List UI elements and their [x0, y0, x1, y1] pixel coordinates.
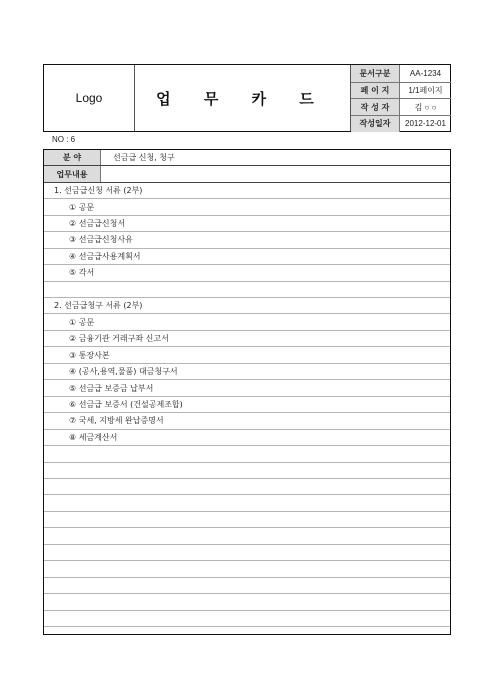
meta-key: 문서구분 [351, 65, 400, 82]
content-line [44, 446, 450, 462]
content-item: ⑥ 선금급 보증서 (건설공제조합) [69, 399, 183, 409]
content-line [44, 561, 450, 577]
content-line [44, 578, 450, 594]
document-title: 업 무 카 드 [156, 89, 328, 108]
meta-value: 2012-12-01 [405, 119, 446, 129]
content-line [44, 627, 450, 635]
content-item: ⑤ 각서 [69, 268, 95, 278]
meta-key: 작성일자 [351, 116, 400, 133]
content-line [44, 479, 450, 495]
content-line [44, 232, 450, 248]
document-meta-table [350, 65, 451, 131]
meta-row-page [351, 82, 451, 100]
content-item: ④ (공사,용역,물품) 대금청구서 [69, 367, 178, 377]
content-line [44, 397, 450, 413]
content-item: ⑦ 국세, 지방세 완납증명서 [69, 416, 164, 426]
content-line [44, 430, 450, 446]
content-line [44, 463, 450, 479]
content-line [44, 216, 450, 232]
content-line [44, 413, 450, 429]
content-item: ② 선금급신청서 [69, 219, 126, 229]
content-line [44, 364, 450, 380]
content-line [44, 528, 450, 544]
content-item: ② 금융기관 거래구좌 신고서 [69, 334, 169, 344]
meta-row-date [351, 115, 451, 133]
content-heading: 1. 선금급신청 서류 (2부) [54, 186, 143, 196]
card-header [43, 64, 451, 132]
field-label: 분 야 [44, 150, 101, 165]
content-line [44, 347, 450, 363]
field-value: 선금급 신청, 청구 [113, 153, 175, 163]
card-body [43, 149, 451, 635]
card-number: NO : 6 [52, 135, 76, 144]
content-line [44, 545, 450, 561]
content-line [44, 594, 450, 610]
content-item: ④ 선금급사용계획서 [69, 251, 141, 261]
meta-value: 1/1페이지 [408, 86, 443, 96]
content-heading: 2. 선금급청구 서류 (2부) [54, 301, 143, 311]
content-item: ⑤ 선금급 보증금 납부서 [69, 383, 154, 393]
content-line [44, 495, 450, 511]
content-line [44, 611, 450, 627]
content-line [44, 331, 450, 347]
content-line [44, 265, 450, 281]
content-line [44, 199, 450, 215]
content-line [44, 298, 450, 314]
content-item: ③ 통장사본 [69, 350, 110, 360]
content-line [44, 249, 450, 265]
logo: Logo [44, 65, 135, 131]
meta-value: AA-1234 [409, 68, 442, 78]
meta-value: 김 ○ ○ [414, 102, 437, 112]
meta-key: 작 성 자 [351, 99, 400, 116]
content-label-row [44, 166, 450, 182]
meta-key: 페 이 지 [351, 83, 400, 100]
meta-row-doc-type [351, 65, 451, 82]
content-line [44, 315, 450, 331]
content-line [44, 282, 450, 298]
content-item: ⑧ 세금계산서 [69, 432, 118, 442]
content-item: ① 공문 [69, 202, 95, 212]
meta-row-author [351, 98, 451, 116]
content-item: ① 공문 [69, 317, 95, 327]
content-line [44, 512, 450, 528]
content-line [44, 380, 450, 396]
field-row [44, 150, 450, 166]
content-item: ③ 선금급신청사유 [69, 235, 133, 245]
content-line [44, 183, 450, 199]
content-label: 업무내용 [44, 166, 101, 181]
